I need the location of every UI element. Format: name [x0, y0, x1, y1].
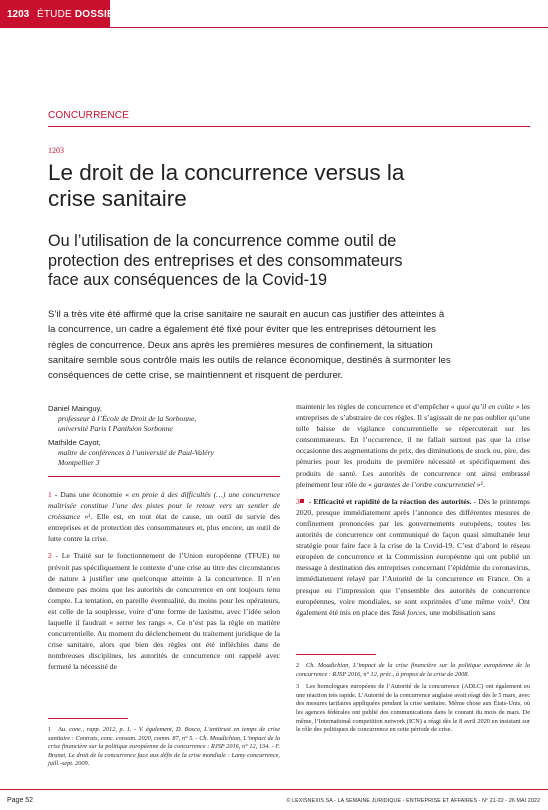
standfirst-line: S’il a très vite été affirmé que la crise sanitaire ne saurait en aucun cas justifier des atteintes à [48, 309, 445, 320]
rubric-rule [48, 126, 530, 127]
paragraph-number: 2 [48, 551, 52, 561]
footnote-rule [296, 654, 376, 655]
footer-page-label: Page 52 [7, 797, 34, 804]
article-subtitle [48, 232, 538, 291]
paragraph-text: maintenir les règles de concurrence et d’empêcher « [296, 402, 457, 411]
paragraph-text: »². [474, 479, 485, 489]
paragraph-continued [296, 401, 530, 490]
subtitle-line-2: protection des entreprises et des consommateurs [48, 251, 403, 270]
paragraph-text: - Dans une économie « [51, 490, 133, 499]
footer-publication: © LEXISNEXIS SA - LA SEMAINE JURIDIQUE - ENTREPRISE ET AFFAIRES - N° 21-22 - 26 MAI 2022 [286, 798, 540, 804]
standfirst-line: la concurrence, un cadre a également été fixé pour éviter que les entreprises détournent les [48, 324, 436, 336]
author-affiliation: université Paris I Panthéon Sorbonne [58, 424, 173, 433]
article-number: 1203 [48, 146, 64, 155]
paragraph-text: » les entreprises de s’abstraire de ces règles. Il s’agissait de ne pas oublier qu’une telle baisse de vigilance concurrentielle se répercuterait sur les consommateurs. En l’occurrence, il ne fallait surtout pas que la crise occasionne des augmentations de prix, des diminutions de stock ou, pire, des pénuries pour les produits de première nécessité et spécifiquement des produits de santé. Les autorités de concurrence ont ainsi embrassé pleinement leur rôle de « [296, 402, 531, 489]
paragraph-2 [48, 550, 280, 672]
paragraph-number: 3 [296, 496, 300, 506]
footnote-text: Au. conc., rapp. 2012, p. 1. - V. également, D. Bosco, L’antitrust en temps de crise sanitaire : Contrats, conc. consom. 2020, comm. 87, n° 5. - Ch. Moudichian, L’impact de la crise financière sur la politique européenne de la concurrence : RJSP 2016, n° 12, 134. - F. Brunet, Le droit de la concurrence face aux défis de la crise mondiale : Lamy concurrence, juill.-sept. 2009. [48, 726, 280, 768]
header-rule [110, 27, 548, 28]
standfirst-line: règles de concurrence. Deux ans après les premières mesures de confinement, la situation [48, 339, 433, 351]
left-column [48, 489, 280, 678]
footnote-3 [296, 683, 530, 735]
footnote-number: 2 [296, 662, 300, 669]
article-standfirst [48, 307, 530, 383]
header-section [37, 9, 121, 20]
subtitle-line-3: face aux conséquences de la Covid-19 [48, 271, 327, 289]
standfirst-line: conséquences de cette crise, se maintiennent et risquent de perdurer. [48, 370, 344, 382]
footnote-text: Les homologues européens de l’Autorité de la concurrence (ADLC) ont également eu une réaction très rapide. L’Autorité de la concurrence anglaise avait réagi dès le 5 mars, avec des mesures tarifaires appliquées pendant la crise sanitaire. Même chose aux États-Unis, où les agences fédérales ont publié des communications dans le courant du mois de mars. De même, l’International competition network (ICN) a réagi dès le 8 avril 2020 en insistant sur le rôle des politiques de concurrence en cette période de crise. [296, 683, 530, 734]
author-affiliation: Montpellier 3 [58, 458, 100, 467]
header-section-bold: DOSSIER [74, 9, 122, 20]
author-affiliation: maître de conférences à l’université de Paul-Valéry [58, 448, 214, 457]
footnotes-left [48, 726, 280, 773]
footnote-2 [296, 662, 530, 679]
paragraph-number: 1 [48, 490, 52, 499]
author-name: Daniel Mainguy, [48, 404, 102, 413]
paragraph-quote: garantes de l’ordre concurrentiel [373, 479, 475, 489]
title-line-1: Le droit de la concurrence versus la [48, 160, 405, 185]
article-title [48, 160, 538, 212]
footnote-number: 1 [48, 726, 52, 733]
section-square-icon [300, 499, 304, 503]
header-section-light: ÉTUDE [37, 9, 72, 20]
footnote-number: 3 [296, 683, 300, 691]
footnote-1 [48, 726, 280, 769]
authors-block [48, 404, 278, 468]
footer-rule [0, 789, 548, 790]
standfirst-line: sanitaire semble sous contrôle mais les outils de relance économique, destinés à surmonter les [48, 354, 451, 366]
author-name: Mathilde Cayot, [48, 438, 101, 447]
paragraph-1 [48, 489, 280, 544]
paragraph-emphasis: Task forces [391, 607, 426, 617]
paragraph-text: - Le Traité sur le fonctionnement de l’Union européenne (TFUE) ne prévoit pas spécifiquement le contexte d’une crise au titre des circonstances de nature à justifier une quelconque atteinte à la concurrence. Il n’en demeure pas moins que les autorités de concurrence en ont toujours tenu compte. La tentation, en pareille éventualité, du moins pour les opérateurs, est celle de la souplesse, voire d’une forme de laxisme, avec l’idée selon laquelle il faudrait « serrer les rangs ». Ce n’est pas la règle en matière concurrentielle. Au moment du déclenchement du traitement juridique de la crise sanitaire, alors que bien des règles ont été infléchies dans de nombreuses disciplines, les autorités de concurrence ont rappelé avec fermeté la nécessité de [48, 551, 280, 672]
subtitle-line-1: Ou l’utilisation de la concurrence comme outil de [48, 232, 397, 250]
article-rubric: CONCURRENCE [48, 110, 130, 121]
right-column [296, 401, 530, 623]
paragraph-text: , une mobilisation sans [425, 607, 496, 617]
authors-rule [48, 476, 280, 477]
paragraph-quote: en proie à des difficultés (…) une concurrence maîtrisée constitue l’une des pistes pour le retour vers un sentier de croissance [48, 490, 281, 522]
paragraph-text: »¹. Elle est, en tout état de cause, un outil de survie des entreprises et de protection des consommateurs et, plus encore, un outil de lutte contre la crise. [48, 512, 280, 544]
title-line-2: crise sanitaire [48, 186, 187, 211]
paragraph-quote: quoi qu’il en coûte [456, 402, 514, 411]
footnotes-right [296, 662, 530, 739]
paragraph-heading: - Efficacité et rapidité de la réaction des autorités. [306, 496, 472, 506]
header-page-number: 1203 [7, 9, 30, 20]
paragraph-text: - Dès le printemps 2020, presque immédiatement après l’annonce des différentes mesures de confinement prononcées par les gouvernements européens, toutes les autorités de concurrence ont communiqué de façon quasi simultanée leur stratégie pour faire face à la crise de la Covid-19. C’est d’abord le réseau européen de concurrence et la Commission européenne qui ont publié un message à destination des entreprises concernant l’épidémie du coronavirus, immédiatement relayé par l’Autorité de la concurrence en France. On a presque eu l’impression que l’ensemble des autorités de concurrence européennes, voire mondiales, se sont exprimées d’une même voix³. Ont également été mis en place des [296, 496, 530, 617]
footnote-rule [48, 718, 128, 719]
footnote-text: Ch. Moudichian, L’impact de la crise financière sur la politique européenne de la concurrence : RJSP 2016, n° 12, préc., à propos de la crise de 2008. [296, 662, 530, 678]
running-header [0, 0, 548, 30]
author-affiliation: professeur à l’École de Droit de la Sorbonne, [58, 414, 197, 423]
paragraph-3 [296, 496, 530, 618]
